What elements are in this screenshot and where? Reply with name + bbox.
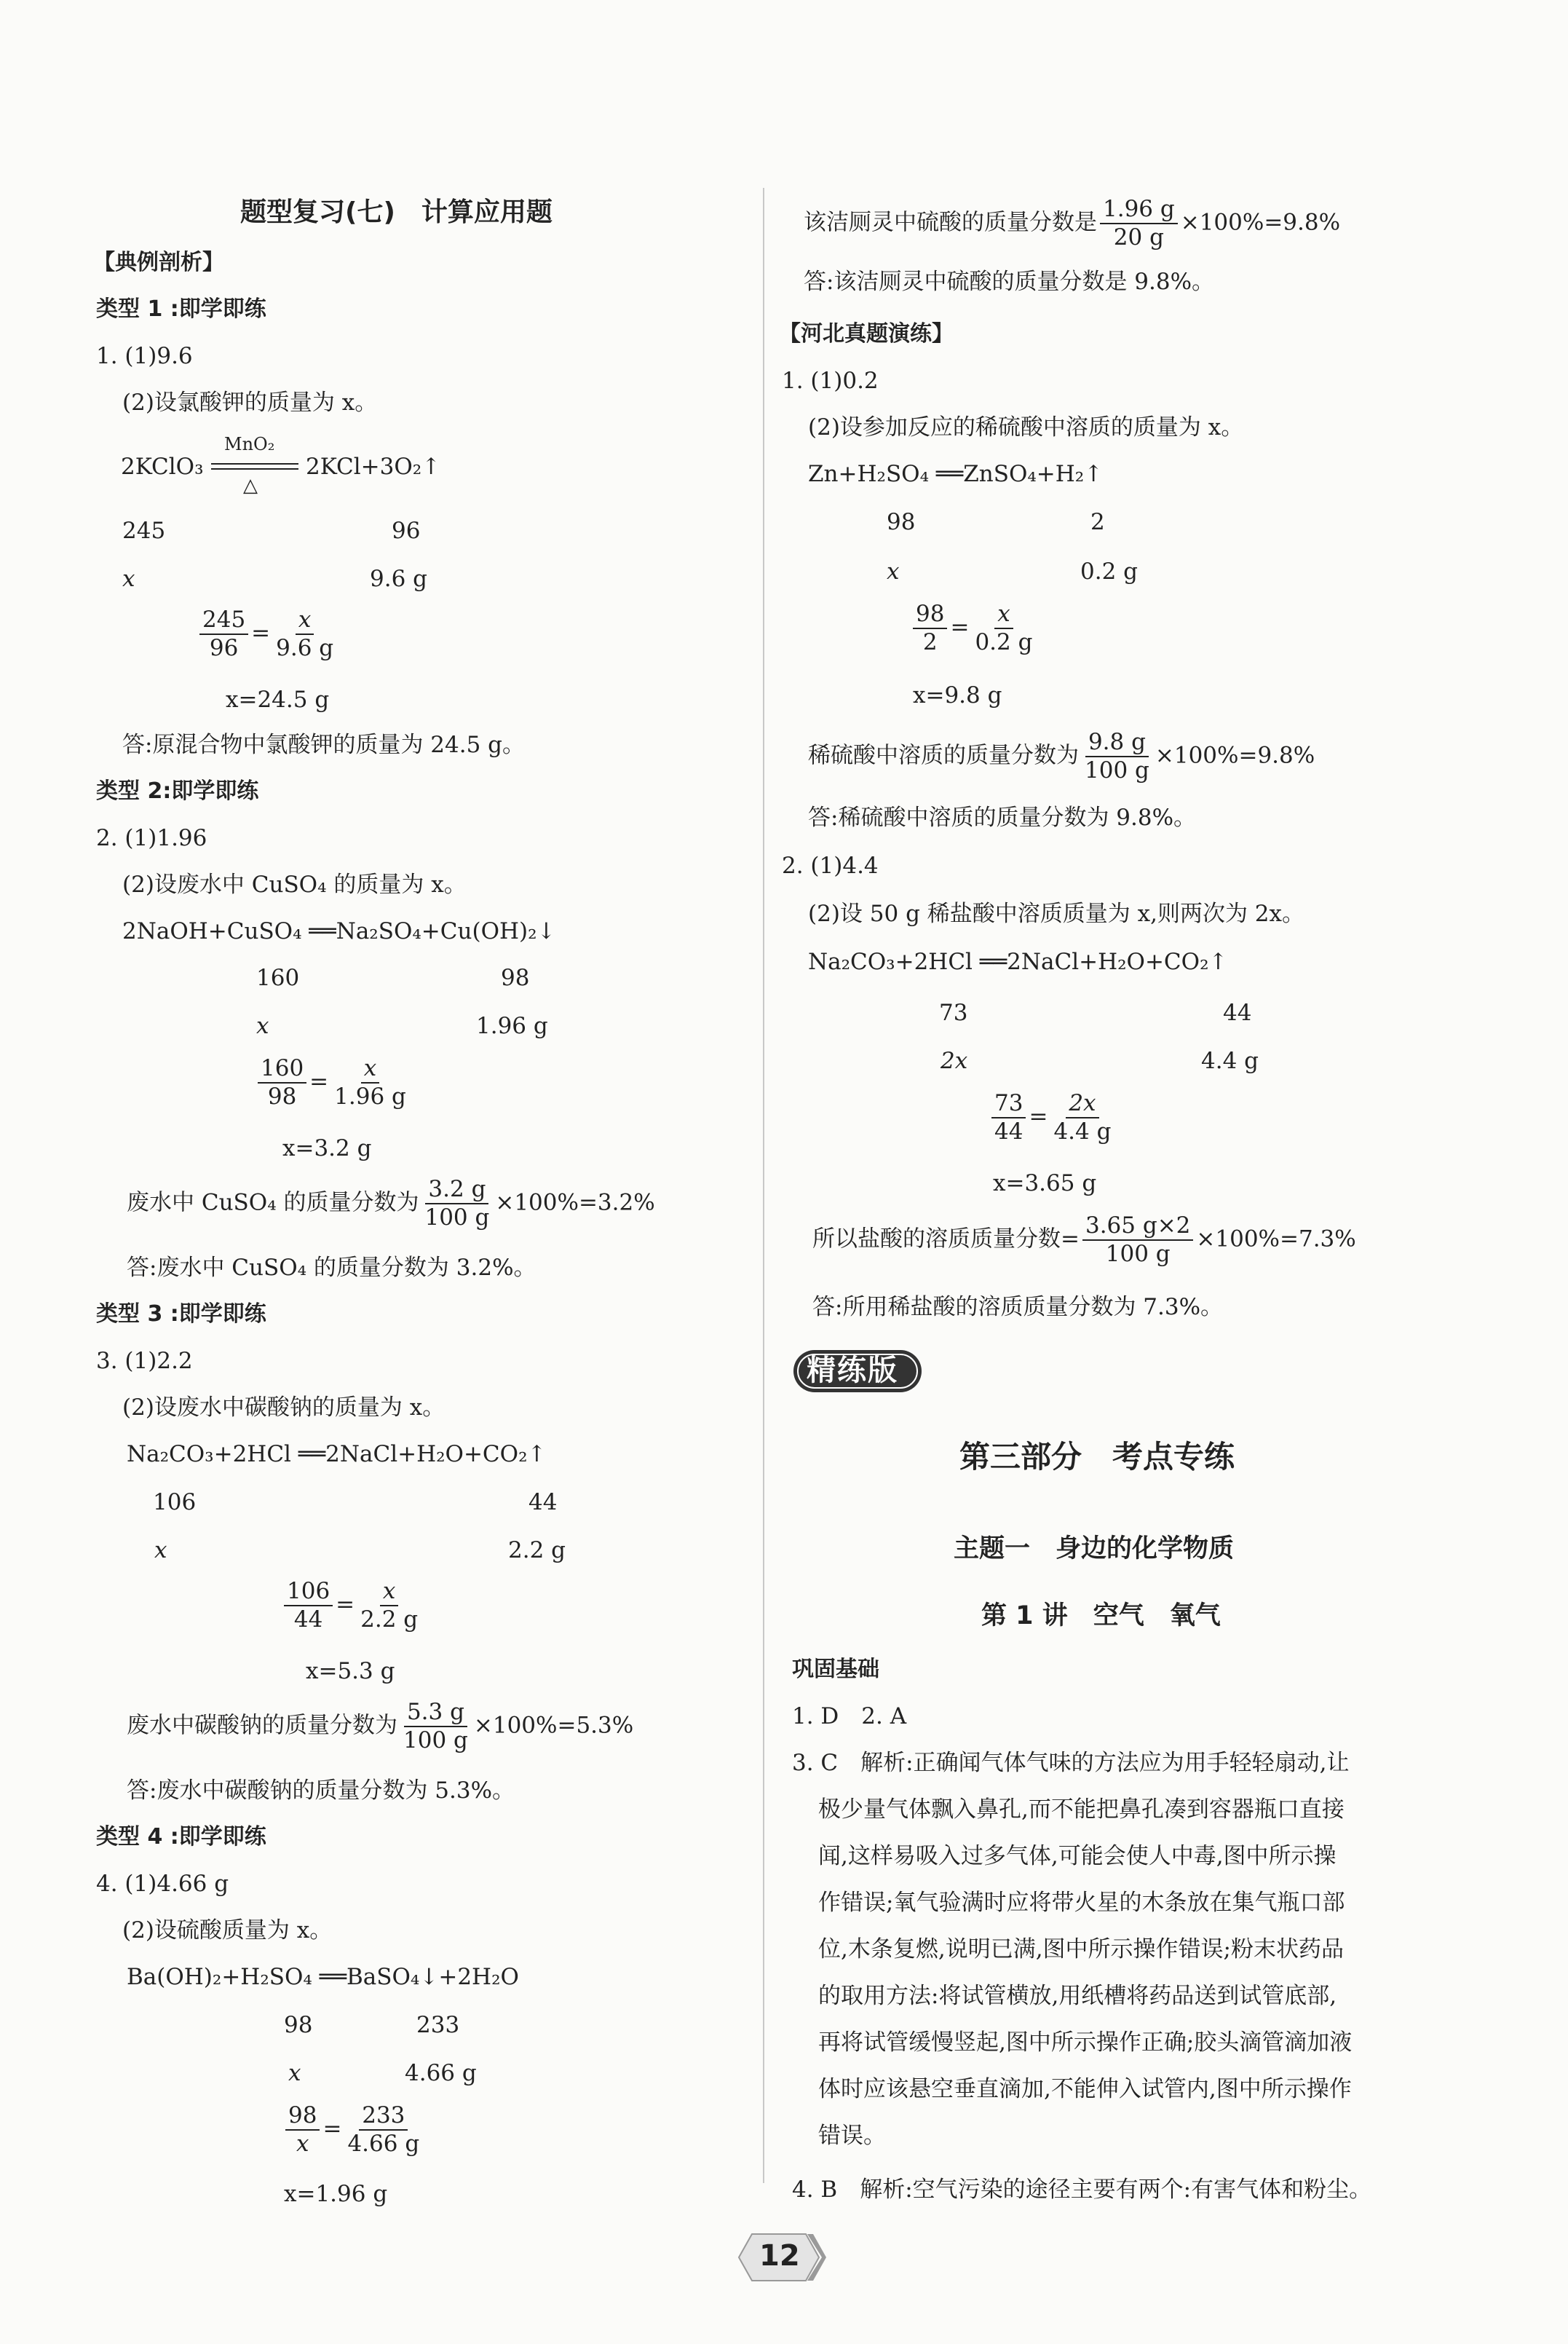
result-4: x=1.96 g: [284, 2181, 388, 2207]
theme-title: 主题一 身边的化学物质: [954, 1534, 1235, 1563]
type-4-heading: 类型 4 :即学即练: [96, 1824, 266, 1850]
answer-0: 答:该洁厕灵中硫酸的质量分数是 9.8%。: [804, 269, 1215, 295]
part-title: 第三部分 考点专练: [959, 1439, 1235, 1475]
r-percent-1: 稀硫酸中溶质的质量分数为 $\frac{9.8 g}{100 g}$ ×100%=9.8%: [808, 729, 1315, 784]
r-proportion-2: $\frac{73}{44}$ = $\frac{2x}{4.4 g}$: [989, 1092, 1117, 1143]
r-answer-1: 答:稀硫酸中溶质的质量分数为 9.8%。: [808, 805, 1197, 831]
eq4: Ba(OH)₂+H₂SO₄ ══BaSO₄↓+2H₂O: [127, 1964, 519, 1990]
badge-label: 精练版: [807, 1354, 898, 1387]
unknown-variable: x: [256, 1013, 269, 1039]
type-3-heading: 类型 3 :即学即练: [96, 1301, 266, 1327]
heat-symbol: △: [243, 475, 258, 497]
mass-ratio-value: 73: [939, 1000, 968, 1026]
unknown-variable: 2x: [941, 1048, 968, 1074]
percent-3: 废水中碳酸钠的质量分数为 $\frac{5.3 g}{100 g}$ ×100%=5.3%: [127, 1699, 634, 1753]
q3-part1: 3. (1)2.2: [96, 1348, 193, 1374]
r-eq2: Na₂CO₃+2HCl ══2NaCl+H₂O+CO₂↑: [808, 949, 1228, 975]
q3-part2: (2)设废水中碳酸钠的质量为 x。: [122, 1394, 446, 1421]
q1-part1: 1. (1)9.6: [96, 343, 193, 369]
type-1-heading: 类型 1 :即学即练: [96, 296, 266, 322]
proportion-3: $\frac{106}{44}$ = $\frac{x}{2.2 g}$: [281, 1580, 424, 1631]
heading-typical-examples: 【典例剖析】: [93, 250, 224, 275]
r-answer-2: 答:所用稀盐酸的溶质质量分数为 7.3%。: [812, 1294, 1224, 1320]
answer-1: 答:原混合物中氯酸钾的质量为 24.5 g。: [122, 732, 526, 758]
known-mass: 9.6 g: [370, 566, 427, 592]
q4-part2: (2)设硫酸质量为 x。: [122, 1917, 333, 1944]
edition-badge: [792, 1346, 923, 1397]
eq1-product: 2KCl+3O₂↑: [306, 454, 441, 480]
q3-explanation-line: 作错误;氧气验满时应将带火星的木条放在集气瓶口部: [818, 1890, 1345, 1916]
unknown-variable: x: [887, 559, 900, 585]
r-q2-part1: 2. (1)4.4: [782, 853, 879, 879]
q4-part1: 4. (1)4.66 g: [96, 1871, 229, 1897]
q2-part2: (2)设废水中 CuSO₄ 的质量为 x。: [122, 872, 467, 898]
answer-3: 答:废水中碳酸钠的质量分数为 5.3%。: [127, 1777, 515, 1804]
mass-ratio-value: 160: [256, 965, 300, 991]
subsection-basics: 巩固基础: [792, 1657, 879, 1682]
mass-ratio-value: 2: [1090, 509, 1105, 535]
page-number-badge: [732, 2228, 826, 2286]
known-mass: 1.96 g: [476, 1013, 548, 1039]
r-percent-2: 所以盐酸的溶质质量分数= $\frac{3.65 g\times 2}{100 g}$ ×100%=7.3%: [812, 1212, 1356, 1267]
known-mass: 4.4 g: [1201, 1048, 1259, 1074]
q3-explanation-line: 位,木条复燃,说明已满,图中所示操作错误;粉末状药品: [818, 1936, 1345, 1962]
known-mass: 2.2 g: [508, 1537, 566, 1563]
r-proportion-1: $\frac{98}{2}$ = $\frac{x}{0.2 g}$: [910, 603, 1038, 654]
eq3: Na₂CO₃+2HCl ══2NaCl+H₂O+CO₂↑: [127, 1441, 547, 1467]
q3-explanation-line: 3. C 解析:正确闻气体气味的方法应为用手轻轻扇动,让: [792, 1750, 1350, 1776]
eq2: 2NaOH+CuSO₄ ══Na₂SO₄+Cu(OH)₂↓: [122, 918, 556, 944]
mass-ratio-value: 98: [284, 2012, 313, 2038]
column-divider: [763, 188, 764, 2183]
mass-ratio-value: 233: [416, 2012, 460, 2038]
q3-explanation-line: 闻,这样易吸入过多气体,可能会使人中毒,图中所示操: [818, 1843, 1337, 1869]
q3-explanation-line: 体时应该悬空垂直滴加,不能伸入试管内,图中所示操作: [818, 2076, 1352, 2102]
mass-ratio-value: 96: [392, 518, 421, 544]
proportion-4: $\frac{98}{x}$ = $\frac{233}{4.66 g}$: [282, 2104, 425, 2155]
r-eq1: Zn+H₂SO₄ ══ZnSO₄+H₂↑: [808, 461, 1104, 487]
page-number: 12: [759, 2239, 800, 2273]
known-mass: 0.2 g: [1080, 559, 1138, 585]
answer-2: 答:废水中 CuSO₄ 的质量分数为 3.2%。: [127, 1255, 536, 1281]
eq1-reactant: 2KClO₃: [121, 454, 204, 480]
result-2: x=3.2 g: [282, 1135, 372, 1161]
r-result-1: x=9.8 g: [913, 682, 1002, 709]
q3-explanation-line: 再将试管缓慢竖起,图中所示操作正确;胶头滴管滴加液: [818, 2029, 1353, 2056]
mass-ratio-value: 106: [153, 1489, 197, 1515]
catalyst-label: MnO₂: [224, 434, 275, 454]
proportion-2: $\frac{160}{98}$ = $\frac{x}{1.96 g}$: [255, 1057, 412, 1108]
heading-hebei-exam: 【河北真题演练】: [779, 321, 954, 347]
result-1: x=24.5 g: [226, 687, 330, 713]
mass-ratio-value: 245: [122, 518, 166, 544]
q3-explanation-line: 的取用方法:将试管横放,用纸槽将药品送到试管底部,: [818, 1983, 1337, 2009]
lesson-title: 第 1 讲 空气 氧气: [981, 1601, 1221, 1630]
type-2-heading: 类型 2:即学即练: [96, 778, 259, 804]
answers-1-2: 1. D 2. A: [792, 1703, 907, 1729]
percent-2: 废水中 CuSO₄ 的质量分数为 $\frac{3.2 g}{100 g}$ ×100%=3.2%: [127, 1176, 655, 1231]
eq1-condition-arrow: [208, 434, 303, 500]
mass-ratio-value: 98: [887, 509, 916, 535]
known-mass: 4.66 g: [405, 2060, 477, 2086]
q4-explanation: 4. B 解析:空气污染的途径主要有两个:有害气体和粉尘。: [792, 2177, 1372, 2203]
q1-part2: (2)设氯酸钾的质量为 x。: [122, 390, 378, 416]
unknown-variable: x: [288, 2060, 301, 2086]
r-q1-part1: 1. (1)0.2: [782, 368, 879, 394]
mass-ratio-value: 44: [528, 1489, 558, 1515]
q2-part1: 2. (1)1.96: [96, 825, 207, 851]
percent-0: 该洁厕灵中硫酸的质量分数是 $\frac{1.96 g}{20 g}$ ×100%=9.8%: [804, 196, 1341, 250]
mass-ratio-value: 98: [501, 965, 530, 991]
r-result-2: x=3.65 g: [993, 1170, 1097, 1196]
q3-explanation-line: 错误。: [818, 2123, 886, 2149]
q3-explanation-line: 极少量气体飘入鼻孔,而不能把鼻孔凑到容器瓶口直接: [818, 1796, 1345, 1823]
section-title: 题型复习(七) 计算应用题: [240, 197, 553, 227]
r-q2-part2: (2)设 50 g 稀盐酸中溶质质量为 x,则两次为 2x。: [808, 901, 1305, 927]
unknown-variable: x: [122, 566, 135, 592]
proportion-1: $\frac{245}{96}$ = $\frac{x}{9.6 g}$: [197, 609, 339, 660]
mass-ratio-value: 44: [1223, 1000, 1252, 1026]
unknown-variable: x: [154, 1537, 167, 1563]
r-q1-part2: (2)设参加反应的稀硫酸中溶质的质量为 x。: [808, 414, 1244, 441]
result-3: x=5.3 g: [306, 1658, 395, 1684]
